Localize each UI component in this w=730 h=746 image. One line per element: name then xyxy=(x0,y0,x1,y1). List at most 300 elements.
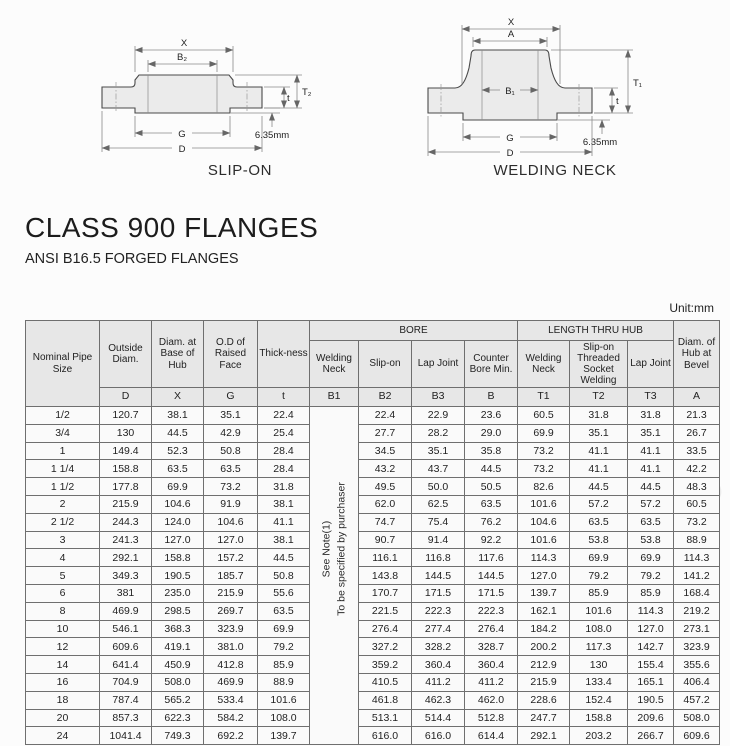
table-cell: 130 xyxy=(100,424,152,442)
table-cell: 190.5 xyxy=(628,691,674,709)
table-cell: 63.5 xyxy=(465,495,518,513)
table-cell: 292.1 xyxy=(100,549,152,567)
table-cell: 410.5 xyxy=(359,673,412,691)
table-cell: 35.1 xyxy=(570,424,628,442)
table-cell: 33.5 xyxy=(674,442,720,460)
table-cell: 16 xyxy=(26,673,100,691)
table-cell: 60.5 xyxy=(518,407,570,425)
col-header-bore-welding-neck: Welding Neck xyxy=(310,341,359,388)
welding-neck-diagram xyxy=(390,6,680,186)
table-row xyxy=(26,407,720,425)
table-cell: 41.1 xyxy=(570,460,628,478)
symbol-b1: B1 xyxy=(310,388,359,407)
table-cell: 368.3 xyxy=(152,620,204,638)
table-cell: 616.0 xyxy=(359,727,412,745)
table-cell: 73.2 xyxy=(674,513,720,531)
table-cell: 144.5 xyxy=(465,567,518,585)
page-subtitle: ANSI B16.5 FORGED FLANGES xyxy=(25,251,239,267)
table-cell: 85.9 xyxy=(258,656,310,674)
table-cell: 170.7 xyxy=(359,584,412,602)
table-cell: 117.3 xyxy=(570,638,628,656)
table-cell: 91.9 xyxy=(204,495,258,513)
table-cell: 90.7 xyxy=(359,531,412,549)
table-row xyxy=(26,727,720,745)
symbol-g: G xyxy=(204,388,258,407)
table-row xyxy=(26,442,720,460)
table-cell: 24 xyxy=(26,727,100,745)
table-cell: 266.7 xyxy=(628,727,674,745)
table-cell: 2 1/2 xyxy=(26,513,100,531)
note-cell-b1 xyxy=(310,407,359,745)
table-row xyxy=(26,424,720,442)
welding-neck-caption: WELDING NECK xyxy=(493,162,617,179)
table-cell: 73.2 xyxy=(204,478,258,496)
table-cell: 25.4 xyxy=(258,424,310,442)
col-header-bore-lap-joint: Lap Joint xyxy=(412,341,465,388)
table-cell: 1041.4 xyxy=(100,727,152,745)
table-cell: 69.9 xyxy=(152,478,204,496)
table-cell: 411.2 xyxy=(412,673,465,691)
table-cell: 53.8 xyxy=(628,531,674,549)
table-cell: 31.8 xyxy=(258,478,310,496)
table-cell: 91.4 xyxy=(412,531,465,549)
table-cell: 88.9 xyxy=(258,673,310,691)
table-cell: 462.3 xyxy=(412,691,465,709)
table-cell: 221.5 xyxy=(359,602,412,620)
table-row xyxy=(26,513,720,531)
table-row xyxy=(26,567,720,585)
table-cell: 8 xyxy=(26,602,100,620)
col-header-outside-diam: Outside Diam. xyxy=(100,321,152,388)
table-cell: 114.3 xyxy=(628,602,674,620)
table-cell: 43.7 xyxy=(412,460,465,478)
table-cell: 323.9 xyxy=(674,638,720,656)
table-cell: 52.3 xyxy=(152,442,204,460)
table-cell: 104.6 xyxy=(152,495,204,513)
table-cell: 533.4 xyxy=(204,691,258,709)
table-cell: 450.9 xyxy=(152,656,204,674)
table-cell: 406.4 xyxy=(674,673,720,691)
table-cell: 22.9 xyxy=(412,407,465,425)
table-cell: 273.1 xyxy=(674,620,720,638)
table-cell: 127.0 xyxy=(518,567,570,585)
table-cell: 101.6 xyxy=(518,495,570,513)
flange-dimension-table xyxy=(25,320,720,745)
table-row xyxy=(26,584,720,602)
table-cell: 622.3 xyxy=(152,709,204,727)
table-cell: 215.9 xyxy=(518,673,570,691)
table-cell: 155.4 xyxy=(628,656,674,674)
table-cell: 141.2 xyxy=(674,567,720,585)
dim-label-b2: B₂ xyxy=(176,52,188,63)
table-cell: 63.5 xyxy=(258,602,310,620)
table-cell: 127.0 xyxy=(204,531,258,549)
symbol-a: A xyxy=(674,388,720,407)
table-cell: 50.8 xyxy=(258,567,310,585)
table-cell: 31.8 xyxy=(628,407,674,425)
table-cell: 63.5 xyxy=(152,460,204,478)
table-cell: 117.6 xyxy=(465,549,518,567)
table-cell: 171.5 xyxy=(465,584,518,602)
table-cell: 244.3 xyxy=(100,513,152,531)
table-cell: 462.0 xyxy=(465,691,518,709)
table-cell: 41.1 xyxy=(570,442,628,460)
table-cell: 355.6 xyxy=(674,656,720,674)
dim-label-b1: B₁ xyxy=(505,86,515,97)
table-cell: 108.0 xyxy=(570,620,628,638)
table-cell: 222.3 xyxy=(412,602,465,620)
table-cell: 749.3 xyxy=(152,727,204,745)
table-cell: 614.4 xyxy=(465,727,518,745)
table-cell: 3/4 xyxy=(26,424,100,442)
table-row xyxy=(26,638,720,656)
table-cell: 641.4 xyxy=(100,656,152,674)
table-cell: 546.1 xyxy=(100,620,152,638)
table-cell: 222.3 xyxy=(465,602,518,620)
table-cell: 92.2 xyxy=(465,531,518,549)
table-cell: 76.2 xyxy=(465,513,518,531)
table-cell: 152.4 xyxy=(570,691,628,709)
table-cell: 359.2 xyxy=(359,656,412,674)
table-cell: 508.0 xyxy=(152,673,204,691)
table-cell: 69.9 xyxy=(518,424,570,442)
dim-label-x: X xyxy=(507,17,515,28)
table-cell: 704.9 xyxy=(100,673,152,691)
table-cell: 38.1 xyxy=(258,531,310,549)
table-cell: 157.2 xyxy=(204,549,258,567)
table-cell: 143.8 xyxy=(359,567,412,585)
dim-label-g: G xyxy=(506,133,514,144)
table-cell: 469.9 xyxy=(204,673,258,691)
table-cell: 360.4 xyxy=(412,656,465,674)
col-header-diam-of-hub-at-bevel: Diam. of Hub at Bevel xyxy=(674,321,720,388)
table-cell: 1 xyxy=(26,442,100,460)
table-cell: 411.2 xyxy=(465,673,518,691)
table-cell: 609.6 xyxy=(100,638,152,656)
table-cell: 158.8 xyxy=(100,460,152,478)
table-row xyxy=(26,691,720,709)
table-cell: 349.3 xyxy=(100,567,152,585)
table-cell: 31.8 xyxy=(570,407,628,425)
col-header-hub-slip-on-threaded-socket-welding: Slip-on Threaded Socket Welding xyxy=(570,341,628,388)
slip-on-diagram xyxy=(50,6,330,186)
page-title: CLASS 900 FLANGES xyxy=(25,212,319,243)
table-cell: 360.4 xyxy=(465,656,518,674)
note-text: See Note(1) To be specified by purchaser xyxy=(320,481,348,616)
table-cell: 116.8 xyxy=(412,549,465,567)
table-cell: 79.2 xyxy=(258,638,310,656)
table-cell: 328.7 xyxy=(465,638,518,656)
dim-label-t2: T₂ xyxy=(302,87,312,98)
table-cell: 328.2 xyxy=(412,638,465,656)
table-cell: 158.8 xyxy=(570,709,628,727)
symbol-t2: T2 xyxy=(570,388,628,407)
table-cell: 35.1 xyxy=(204,407,258,425)
table-cell: 85.9 xyxy=(570,584,628,602)
table-cell: 57.2 xyxy=(570,495,628,513)
symbol-b: B xyxy=(465,388,518,407)
table-cell: 247.7 xyxy=(518,709,570,727)
table-cell: 412.8 xyxy=(204,656,258,674)
table-cell: 26.7 xyxy=(674,424,720,442)
table-cell: 139.7 xyxy=(518,584,570,602)
table-cell: 43.2 xyxy=(359,460,412,478)
table-cell: 241.3 xyxy=(100,531,152,549)
slip-on-flange-profile xyxy=(102,75,262,113)
table-cell: 108.0 xyxy=(258,709,310,727)
table-cell: 53.8 xyxy=(570,531,628,549)
table-cell: 4 xyxy=(26,549,100,567)
table-cell: 228.6 xyxy=(518,691,570,709)
table-cell: 104.6 xyxy=(204,513,258,531)
table-cell: 63.5 xyxy=(570,513,628,531)
table-cell: 692.2 xyxy=(204,727,258,745)
table-cell: 787.4 xyxy=(100,691,152,709)
flange-table-body xyxy=(26,407,720,745)
dim-label-raised-face: 6.35mm xyxy=(254,130,290,141)
table-cell: 73.2 xyxy=(518,460,570,478)
table-cell: 171.5 xyxy=(412,584,465,602)
table-cell: 209.6 xyxy=(628,709,674,727)
table-cell: 3 xyxy=(26,531,100,549)
table-cell: 55.6 xyxy=(258,584,310,602)
table-cell: 461.8 xyxy=(359,691,412,709)
table-cell: 277.4 xyxy=(412,620,465,638)
table-cell: 75.4 xyxy=(412,513,465,531)
table-cell: 44.5 xyxy=(152,424,204,442)
table-cell: 57.2 xyxy=(628,495,674,513)
table-cell: 20 xyxy=(26,709,100,727)
table-cell: 114.3 xyxy=(518,549,570,567)
table-cell: 419.1 xyxy=(152,638,204,656)
table-cell: 50.8 xyxy=(204,442,258,460)
table-cell: 609.6 xyxy=(674,727,720,745)
table-row xyxy=(26,673,720,691)
table-cell: 62.0 xyxy=(359,495,412,513)
table-cell: 165.1 xyxy=(628,673,674,691)
table-cell: 616.0 xyxy=(412,727,465,745)
col-header-nominal-pipe-size: Nominal Pipe Size xyxy=(26,321,100,407)
symbol-b2: B2 xyxy=(359,388,412,407)
table-cell: 142.7 xyxy=(628,638,674,656)
table-cell: 200.2 xyxy=(518,638,570,656)
table-cell: 44.5 xyxy=(465,460,518,478)
table-cell: 49.5 xyxy=(359,478,412,496)
table-cell: 114.3 xyxy=(674,549,720,567)
table-cell: 21.3 xyxy=(674,407,720,425)
table-cell: 565.2 xyxy=(152,691,204,709)
table-cell: 177.8 xyxy=(100,478,152,496)
table-cell: 104.6 xyxy=(518,513,570,531)
table-cell: 298.5 xyxy=(152,602,204,620)
table-cell: 10 xyxy=(26,620,100,638)
table-row xyxy=(26,460,720,478)
table-cell: 381 xyxy=(100,584,152,602)
table-cell: 60.5 xyxy=(674,495,720,513)
col-header-hub-welding-neck: Welding Neck xyxy=(518,341,570,388)
symbol-b3: B3 xyxy=(412,388,465,407)
table-cell: 215.9 xyxy=(100,495,152,513)
dim-label-g: G xyxy=(178,129,186,140)
table-cell: 162.1 xyxy=(518,602,570,620)
table-row xyxy=(26,495,720,513)
table-cell: 48.3 xyxy=(674,478,720,496)
unit-label: Unit:mm xyxy=(669,301,714,315)
table-cell: 139.7 xyxy=(258,727,310,745)
table-cell: 101.6 xyxy=(518,531,570,549)
table-cell: 130 xyxy=(570,656,628,674)
table-row xyxy=(26,531,720,549)
table-cell: 50.5 xyxy=(465,478,518,496)
table-cell: 79.2 xyxy=(570,567,628,585)
table-cell: 1/2 xyxy=(26,407,100,425)
table-cell: 22.4 xyxy=(258,407,310,425)
table-row xyxy=(26,549,720,567)
table-cell: 219.2 xyxy=(674,602,720,620)
table-cell: 323.9 xyxy=(204,620,258,638)
table-cell: 269.7 xyxy=(204,602,258,620)
table-cell: 44.5 xyxy=(570,478,628,496)
table-cell: 120.7 xyxy=(100,407,152,425)
table-cell: 190.5 xyxy=(152,567,204,585)
table-cell: 6 xyxy=(26,584,100,602)
symbol-t1: T1 xyxy=(518,388,570,407)
table-cell: 133.4 xyxy=(570,673,628,691)
table-row xyxy=(26,709,720,727)
symbol-t: t xyxy=(258,388,310,407)
table-cell: 18 xyxy=(26,691,100,709)
table-cell: 35.1 xyxy=(628,424,674,442)
table-cell: 41.1 xyxy=(258,513,310,531)
table-cell: 212.9 xyxy=(518,656,570,674)
table-cell: 512.8 xyxy=(465,709,518,727)
table-cell: 73.2 xyxy=(518,442,570,460)
col-header-bore-slip-on: Slip-on xyxy=(359,341,412,388)
table-cell: 469.9 xyxy=(100,602,152,620)
table-cell: 203.2 xyxy=(570,727,628,745)
table-cell: 5 xyxy=(26,567,100,585)
col-header-thickness: Thick-ness xyxy=(258,321,310,388)
table-cell: 23.6 xyxy=(465,407,518,425)
table-cell: 235.0 xyxy=(152,584,204,602)
table-cell: 41.1 xyxy=(628,460,674,478)
table-cell: 381.0 xyxy=(204,638,258,656)
table-cell: 50.0 xyxy=(412,478,465,496)
dim-label-d: D xyxy=(178,144,186,155)
table-cell: 158.8 xyxy=(152,549,204,567)
table-cell: 215.9 xyxy=(204,584,258,602)
table-cell: 116.1 xyxy=(359,549,412,567)
table-cell: 12 xyxy=(26,638,100,656)
table-cell: 2 xyxy=(26,495,100,513)
dim-label-t: t xyxy=(287,93,290,104)
table-cell: 85.9 xyxy=(628,584,674,602)
table-cell: 88.9 xyxy=(674,531,720,549)
table-cell: 857.3 xyxy=(100,709,152,727)
table-cell: 34.5 xyxy=(359,442,412,460)
table-row xyxy=(26,620,720,638)
table-cell: 69.9 xyxy=(258,620,310,638)
table-cell: 42.2 xyxy=(674,460,720,478)
col-header-hub-lap-joint: Lap Joint xyxy=(628,341,674,388)
dim-label-t1: T₁ xyxy=(633,78,643,89)
table-cell: 38.1 xyxy=(152,407,204,425)
table-cell: 513.1 xyxy=(359,709,412,727)
table-cell: 101.6 xyxy=(258,691,310,709)
symbol-d: D xyxy=(100,388,152,407)
group-header-length-thru-hub: LENGTH THRU HUB xyxy=(518,321,674,341)
table-cell: 79.2 xyxy=(628,567,674,585)
dim-label-x: X xyxy=(180,38,188,49)
dim-label-d: D xyxy=(506,148,514,159)
table-cell: 28.2 xyxy=(412,424,465,442)
table-cell: 69.9 xyxy=(628,549,674,567)
table-cell: 144.5 xyxy=(412,567,465,585)
table-cell: 514.4 xyxy=(412,709,465,727)
table-cell: 184.2 xyxy=(518,620,570,638)
table-cell: 457.2 xyxy=(674,691,720,709)
table-cell: 1 1/4 xyxy=(26,460,100,478)
table-cell: 27.7 xyxy=(359,424,412,442)
table-row xyxy=(26,602,720,620)
dim-label-t: t xyxy=(616,96,619,107)
table-cell: 41.1 xyxy=(628,442,674,460)
table-cell: 584.2 xyxy=(204,709,258,727)
table-cell: 63.5 xyxy=(628,513,674,531)
slip-on-caption: SLIP-ON xyxy=(207,162,273,179)
table-cell: 29.0 xyxy=(465,424,518,442)
table-cell: 35.1 xyxy=(412,442,465,460)
table-cell: 44.5 xyxy=(628,478,674,496)
table-cell: 62.5 xyxy=(412,495,465,513)
symbol-t3: T3 xyxy=(628,388,674,407)
table-cell: 44.5 xyxy=(258,549,310,567)
table-cell: 28.4 xyxy=(258,460,310,478)
table-cell: 14 xyxy=(26,656,100,674)
table-cell: 1 1/2 xyxy=(26,478,100,496)
table-cell: 276.4 xyxy=(359,620,412,638)
col-header-od-of-raised-face: O.D of Raised Face xyxy=(204,321,258,388)
table-row xyxy=(26,656,720,674)
table-cell: 101.6 xyxy=(570,602,628,620)
table-cell: 292.1 xyxy=(518,727,570,745)
table-row xyxy=(26,478,720,496)
table-cell: 35.8 xyxy=(465,442,518,460)
col-header-counter-bore-min: Counter Bore Min. xyxy=(465,341,518,388)
dim-label-a: A xyxy=(507,29,515,40)
table-cell: 185.7 xyxy=(204,567,258,585)
table-cell: 124.0 xyxy=(152,513,204,531)
table-cell: 63.5 xyxy=(204,460,258,478)
table-cell: 28.4 xyxy=(258,442,310,460)
table-cell: 42.9 xyxy=(204,424,258,442)
group-header-bore: BORE xyxy=(310,321,518,341)
table-cell: 327.2 xyxy=(359,638,412,656)
table-cell: 38.1 xyxy=(258,495,310,513)
symbol-x: X xyxy=(152,388,204,407)
dim-label-raised-face: 6.35mm xyxy=(582,137,618,148)
table-cell: 168.4 xyxy=(674,584,720,602)
table-cell: 508.0 xyxy=(674,709,720,727)
table-cell: 22.4 xyxy=(359,407,412,425)
table-cell: 74.7 xyxy=(359,513,412,531)
table-cell: 127.0 xyxy=(152,531,204,549)
table-cell: 82.6 xyxy=(518,478,570,496)
col-header-diam-at-base-of-hub: Diam. at Base of Hub xyxy=(152,321,204,388)
table-cell: 69.9 xyxy=(570,549,628,567)
table-cell: 149.4 xyxy=(100,442,152,460)
table-cell: 276.4 xyxy=(465,620,518,638)
